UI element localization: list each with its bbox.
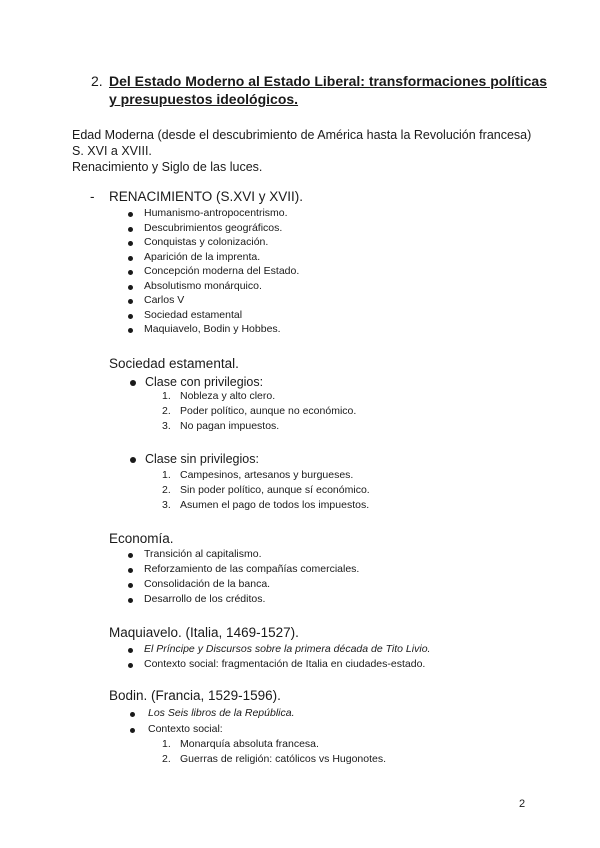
bullet-icon [128, 598, 133, 603]
bullet-icon [128, 663, 133, 668]
list-number: 2. [162, 484, 171, 496]
list-item: Sin poder político, aunque sí económico. [180, 484, 370, 496]
bullet-icon [128, 227, 133, 232]
list-item: Reforzamiento de las compañías comerciales. [144, 563, 360, 575]
maquiavelo-title: Maquiavelo. (Italia, 1469-1527). [109, 625, 299, 640]
clase-sin-privilegios-label: Clase sin privilegios: [145, 452, 259, 466]
heading-title-line2: y presupuestos ideológicos. [109, 91, 299, 107]
heading-title-line1: Del Estado Moderno al Estado Liberal: transformaciones políticas [109, 73, 547, 89]
bullet-icon [128, 328, 133, 333]
bodin-context-label: Contexto social: [148, 723, 223, 735]
intro-line-1: Edad Moderna (desde el descubrimiento de América hasta la Revolución francesa) [72, 128, 532, 142]
bullet-icon [128, 648, 133, 653]
list-number: 2. [162, 405, 171, 417]
list-number: 1. [162, 738, 171, 750]
list-item: Concepción moderna del Estado. [144, 265, 300, 277]
economia-title: Economía. [109, 531, 174, 546]
list-item: Maquiavelo, Bodin y Hobbes. [144, 323, 281, 335]
list-item: Humanismo-antropocentrismo. [144, 207, 288, 219]
list-item: Guerras de religión: católicos vs Hugonotes. [180, 753, 387, 765]
bodin-title: Bodin. (Francia, 1529-1596). [109, 688, 281, 703]
list-item: Monarquía absoluta francesa. [180, 738, 319, 750]
list-item: Aparición de la imprenta. [144, 251, 261, 263]
maquiavelo-work: El Príncipe y Discursos sobre la primera década de Tito Livio. [144, 643, 431, 655]
list-item: Campesinos, artesanos y burgueses. [180, 469, 354, 481]
list-number: 1. [162, 390, 171, 402]
list-item: Nobleza y alto clero. [180, 390, 276, 402]
bullet-icon [128, 270, 133, 275]
list-item: Transición al capitalismo. [144, 548, 262, 560]
bullet-icon [130, 728, 135, 733]
bullet-icon [128, 256, 133, 261]
bullet-icon [128, 568, 133, 573]
list-item: Asumen el pago de todos los impuestos. [180, 499, 370, 511]
list-item: Carlos V [144, 294, 185, 306]
bullet-icon [128, 583, 133, 588]
list-item: Sociedad estamental [144, 309, 243, 321]
list-item: Consolidación de la banca. [144, 578, 271, 590]
bullet-icon [130, 457, 136, 463]
list-item: No pagan impuestos. [180, 420, 280, 432]
heading-number: 2. [91, 73, 103, 89]
bullet-icon [128, 212, 133, 217]
bullet-icon [128, 314, 133, 319]
maquiavelo-context: Contexto social: fragmentación de Italia en ciudades-estado. [144, 658, 426, 670]
bodin-work: Los Seis libros de la República. [148, 707, 295, 719]
clase-privilegios-label: Clase con privilegios: [145, 375, 264, 389]
page-number: 2 [519, 798, 526, 810]
list-item: Absolutismo monárquico. [144, 280, 262, 292]
bullet-icon [128, 553, 133, 558]
renacimiento-title: RENACIMIENTO (S.XVI y XVII). [109, 189, 304, 204]
list-number: 1. [162, 469, 171, 481]
intro-line-2: S. XVI a XVIII. [72, 144, 152, 158]
sociedad-title: Sociedad estamental. [109, 356, 239, 371]
intro-line-3: Renacimiento y Siglo de las luces. [72, 160, 263, 174]
list-number: 2. [162, 753, 171, 765]
list-item: Descubrimientos geográficos. [144, 222, 283, 234]
list-number: 3. [162, 420, 171, 432]
bullet-icon [128, 241, 133, 246]
renacimiento-dash: - [90, 189, 95, 204]
bullet-icon [130, 712, 135, 717]
list-item: Desarrollo de los créditos. [144, 593, 266, 605]
list-item: Conquistas y colonización. [144, 236, 269, 248]
bullet-icon [128, 299, 133, 304]
list-number: 3. [162, 499, 171, 511]
bullet-icon [130, 380, 136, 386]
list-item: Poder político, aunque no económico. [180, 405, 357, 417]
bullet-icon [128, 285, 133, 290]
